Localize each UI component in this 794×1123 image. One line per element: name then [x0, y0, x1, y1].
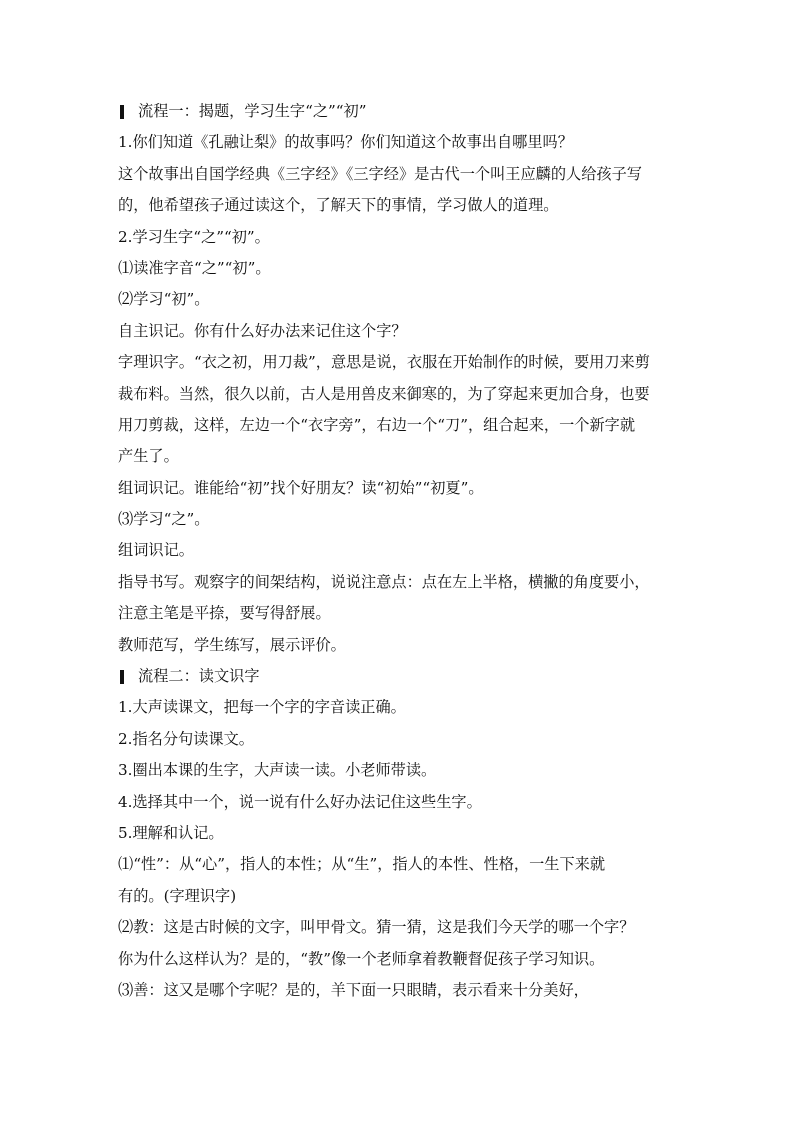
paragraph-line: 的，他希望孩子通过读这个，了解天下的事情，学习做人的道理。: [118, 196, 559, 215]
heading-text: 流程一：揭题，学习生字“之”“初”: [138, 102, 367, 120]
heading-marker: [120, 105, 124, 119]
paragraph-line: 有的。(字理识字): [118, 886, 237, 905]
paragraph-line: ⑶学习“之”。: [118, 510, 210, 529]
paragraph-line: 4.选择其中一个，说一说有什么好办法记住这些生字。: [118, 792, 482, 811]
paragraph-line: 注意主笔是平捺，要写得舒展。: [118, 604, 331, 623]
paragraph-line: 字理识字。“衣之初，用刀裁”，意思是说，衣服在开始制作的时候，要用刀来剪: [118, 353, 650, 372]
paragraph-line: 1.你们知道《孔融让梨》的故事吗？你们知道这个故事出自哪里吗？: [118, 133, 573, 152]
paragraph-line: 3.圈出本课的生字，大声读一读。小老师带读。: [118, 761, 437, 780]
paragraph-line: 产生了。: [118, 447, 179, 466]
paragraph-line: 自主识记。你有什么好办法来记住这个字？: [118, 321, 407, 340]
heading-marker: [120, 670, 124, 684]
paragraph-line: 裁布料。当然，很久以前，古人是用兽皮来御寒的，为了穿起来更加合身，也要: [118, 384, 650, 403]
paragraph-line: ⑵学习“初”。: [118, 290, 210, 309]
paragraph-line: 教师范写，学生练写，展示评价。: [118, 635, 346, 654]
paragraph-line: ⑴“性”：从“心”，指人的本性；从“生”，指人的本性、性格，一生下来就: [118, 855, 606, 874]
paragraph-line: 2.学习生字“之”“初”。: [118, 227, 270, 246]
paragraph-line: 你为什么这样认为？是的，“教”像一个老师拿着教鞭督促孩子学习知识。: [118, 949, 605, 968]
paragraph-line: 1.大声读课文，把每一个字的字音读正确。: [118, 698, 406, 717]
paragraph-line: ⑴读准字音“之”“初”。: [118, 258, 271, 277]
paragraph-line: ⑵教：这是古时候的文字，叫甲骨文。猜一猜，这是我们今天学的哪一个字？: [118, 918, 635, 937]
section-heading-1: [118, 96, 688, 127]
paragraph-line: 5.理解和认记。: [118, 823, 224, 842]
paragraph-line: ⑶善：这又是哪个字呢？是的，羊下面一只眼睛，表示看来十分美好，: [118, 980, 589, 999]
heading-text: 流程二：读文识字: [138, 667, 260, 686]
paragraph-line: 用刀剪裁，这样，左边一个“衣字旁”，右边一个“刀”，组合起来，一个新字就: [118, 415, 636, 434]
paragraph-line: 指导书写。观察字的间架结构，说说注意点：点在左上半格，横撇的角度要小，: [118, 572, 650, 591]
paragraph-line: 组词识记。: [118, 541, 194, 560]
paragraph-line: 这个故事出自国学经典《三字经》《三字经》是古代一个叫王应麟的人给孩子写: [118, 164, 642, 183]
paragraph-line: 组词识记。谁能给“初”找个好朋友？读“初始”“初夏”。: [118, 478, 484, 497]
document-body: [118, 96, 688, 1006]
section-heading-2: [118, 661, 688, 692]
paragraph-line: 2.指名分句读课文。: [118, 729, 254, 748]
